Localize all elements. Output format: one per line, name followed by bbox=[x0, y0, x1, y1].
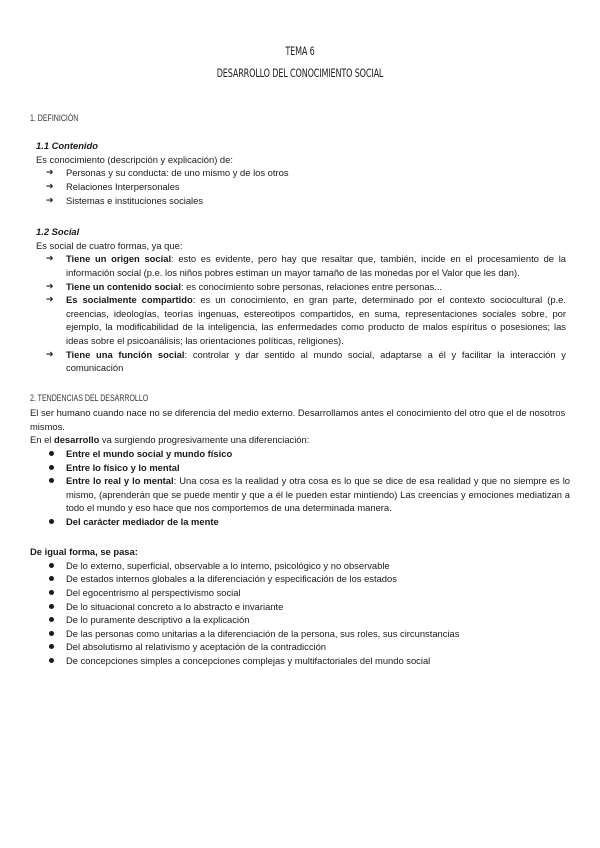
list-item: De lo puramente descriptivo a la explicación bbox=[36, 613, 570, 627]
section-heading-tendencias: 2. TENDENCIAS DEL DESARROLLO bbox=[30, 393, 149, 403]
diferenciacion-list bbox=[36, 447, 570, 529]
arrow-icon: ➔ bbox=[46, 180, 54, 191]
subsection-intro: Es conocimiento (descripción y explicación) de: bbox=[36, 153, 233, 165]
list-item: ➔ Personas y su conducta: de uno mismo y de los otros bbox=[46, 167, 289, 179]
list-item: ➔ Sistemas e instituciones sociales bbox=[46, 194, 204, 206]
list-item: Entre el mundo social y mundo físico bbox=[36, 447, 570, 461]
list-item: De lo situacional concreto a lo abstracto e invariante bbox=[36, 600, 570, 614]
social-list bbox=[36, 252, 566, 375]
bullet-icon bbox=[49, 604, 54, 609]
title-block bbox=[0, 40, 600, 84]
bullet-icon bbox=[49, 519, 54, 524]
bullet-icon bbox=[49, 465, 54, 470]
arrow-icon: ➔ bbox=[46, 253, 54, 264]
subsection-heading: 1.2 Social bbox=[36, 226, 80, 237]
paragraph: El ser humano cuando nace no se diferencia del medio externo. Desarrollamos antes el conocimiento del otro que el de nosotros mismos. bbox=[30, 407, 566, 432]
list-item: Entre lo real y lo mental: Una cosa es la realidad y otra cosa es lo que se dice de esa realidad y que no siempre es lo mismo, (aprenderán que se puede mentir y que a él le pueden estar mintiendo) Las creencias y emociones mediatizan a todo el mundo y eso hace que nos comportemos de una determinada manera. bbox=[36, 474, 570, 515]
list-item: ➔ Es socialmente compartido: es un conocimiento, en gran parte, determinado por el contexto sociocultural (p.e. creencias, ideologías, teorías ingenuas, estereotipos compartidos, en suma, representaciones sociales sobre, por ejemplo, la modificabilidad de la inteligencia, las enfermedades como producto de malos espíritus o posesiones; las ideas sobre el psicoanálisis; las orientaciones políticas, religiones). bbox=[46, 294, 566, 346]
list-item: ➔ Tiene una función social: controlar y dar sentido al mundo social, adaptarse a él y facilitar la interacción y comunicación bbox=[46, 348, 566, 374]
bullet-icon bbox=[49, 631, 54, 636]
arrow-icon: ➔ bbox=[46, 294, 54, 305]
bullet-icon bbox=[49, 478, 54, 483]
subsection-heading: 1.1 Contenido bbox=[36, 140, 98, 151]
list-item: De estados internos globales a la diferenciación y especificación de los estados bbox=[36, 572, 570, 586]
list-item: Entre lo físico y lo mental bbox=[36, 461, 570, 475]
page-title: TEMA 6 bbox=[285, 44, 315, 58]
subsection-social bbox=[36, 225, 566, 375]
bullet-icon bbox=[49, 451, 54, 456]
bullet-icon bbox=[49, 644, 54, 649]
bullet-icon bbox=[49, 658, 54, 663]
section-igual-forma bbox=[30, 545, 570, 668]
subsection-intro: Es social de cuatro formas, ya que: bbox=[36, 239, 183, 251]
list-item: Del carácter mediador de la mente bbox=[36, 515, 570, 529]
list-item: De lo externo, superficial, observable a lo interno, psicológico y no observable bbox=[36, 559, 570, 573]
arrow-icon: ➔ bbox=[46, 194, 54, 205]
bullet-icon bbox=[49, 563, 54, 568]
list-item: ➔ Tiene un contenido social: es conocimiento sobre personas, relaciones entre personas... bbox=[46, 280, 443, 292]
arrow-icon: ➔ bbox=[46, 280, 54, 291]
list-item: ➔ Relaciones Interpersonales bbox=[46, 180, 180, 192]
list-item: Del egocentrismo al perspectivismo social bbox=[36, 586, 570, 600]
paragraph-heading: De igual forma, se pasa: bbox=[30, 546, 138, 557]
list-item: De concepciones simples a concepciones complejas y multifactoriales del mundo social bbox=[36, 654, 570, 668]
contenido-list bbox=[36, 166, 566, 207]
bullet-icon bbox=[49, 617, 54, 622]
list-item: Del absolutismo al relativismo y aceptación de la contradicción bbox=[36, 640, 570, 654]
list-item: ➔ Tiene un origen social: esto es evidente, pero hay que resaltar que, también, incide en el procesamiento de la información social (p.e. los niños pobres estiman un mayor tamaño de las monedas por el Valor que les dan). bbox=[46, 253, 566, 278]
paragraph: En el desarrollo va surgiendo progresivamente una diferenciación: bbox=[30, 434, 310, 446]
bullet-icon bbox=[49, 576, 54, 581]
igual-forma-list bbox=[36, 559, 570, 668]
page-subtitle: DESARROLLO DEL CONOCIMIENTO SOCIAL bbox=[216, 66, 384, 80]
subsection-contenido bbox=[36, 139, 566, 207]
arrow-icon: ➔ bbox=[46, 348, 54, 359]
section-heading-definicion: 1. DEFINICIÓN bbox=[30, 113, 79, 123]
arrow-icon: ➔ bbox=[46, 167, 54, 178]
list-item: De las personas como unitarias a la diferenciación de la persona, sus roles, sus circunstancias bbox=[36, 627, 570, 641]
bullet-icon bbox=[49, 590, 54, 595]
section-tendencias-body bbox=[30, 406, 570, 529]
